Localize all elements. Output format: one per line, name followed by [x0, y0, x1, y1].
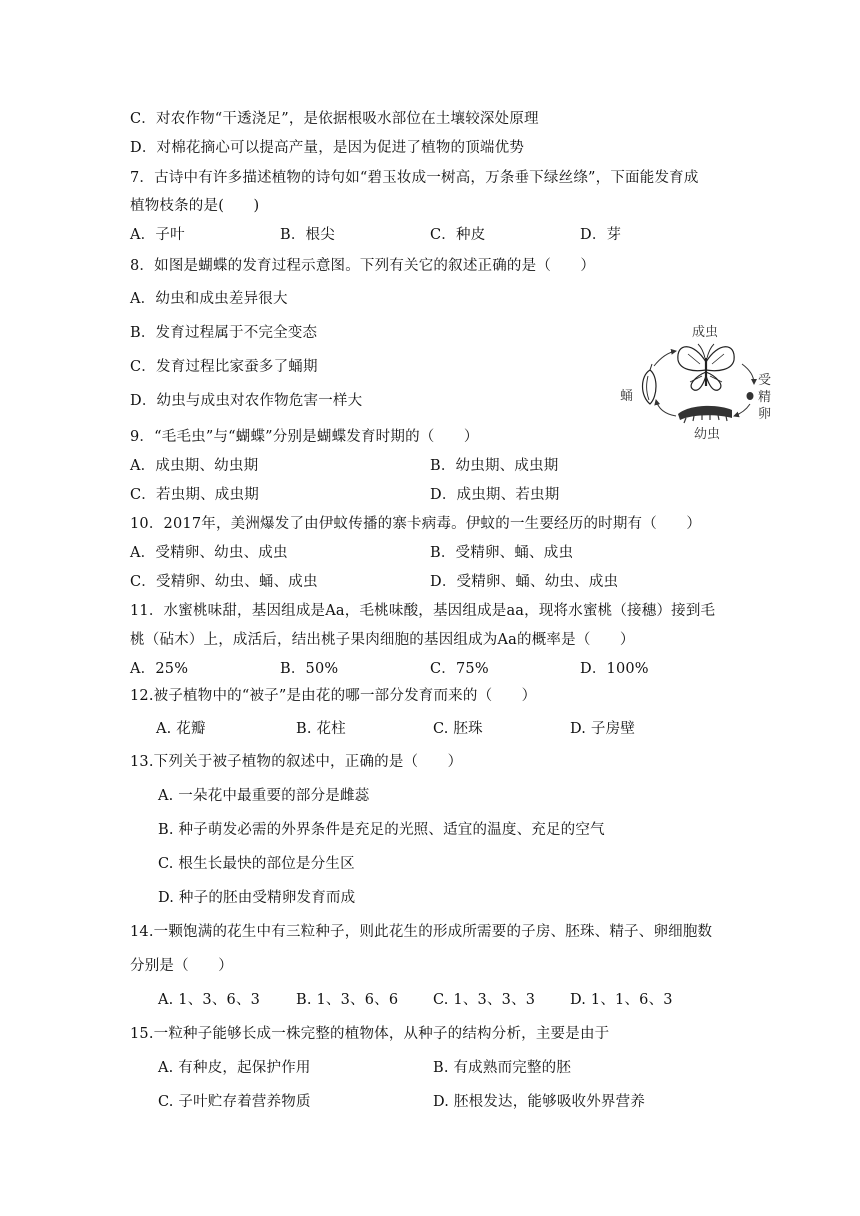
- option-a: A．25%: [130, 661, 189, 677]
- option-c: C．对农作物“干透浇足”，是依据根吸水部位在土壤较深处原理: [130, 111, 539, 127]
- question-stem-continued: 植物枝条的是( ): [130, 198, 260, 214]
- option-c: C. 1、3、3、3: [433, 992, 536, 1008]
- option-d: D. 子房壁: [570, 721, 636, 737]
- option-d: D. 1、1、6、3: [570, 992, 673, 1008]
- option-a: A. 有种皮，起保护作用: [158, 1060, 311, 1076]
- option-c: C．种皮: [430, 227, 486, 243]
- option-c: C. 根生长最快的部位是分生区: [158, 856, 355, 872]
- question-stem-continued: 桃（砧木）上，成活后，结出桃子果肉细胞的基因组成为Aa的概率是（ ）: [130, 632, 635, 648]
- question-stem: 15.一粒种子能够长成一株完整的植物体，从种子的结构分析，主要是由于: [130, 1026, 610, 1042]
- butterfly-life-cycle-figure: [614, 320, 784, 440]
- option-d: D．受精卵、蛹、幼虫、成虫: [430, 574, 619, 590]
- label-egg-1: 受: [758, 373, 772, 388]
- label-egg-2: 精: [758, 390, 772, 405]
- option-a: A. 1、3、6、3: [158, 992, 261, 1008]
- option-c: C．75%: [430, 661, 489, 677]
- question-stem: 9．“毛毛虫”与“蝴蝶”分别是蝴蝶发育时期的（ ）: [130, 429, 479, 445]
- option-b: B．发育过程属于不完全变态: [130, 325, 318, 341]
- option-d: D. 种子的胚由受精卵发育而成: [158, 890, 356, 906]
- option-a: A．受精卵、幼虫、成虫: [130, 545, 288, 561]
- option-b: B. 种子萌发必需的外界条件是充足的光照、适宜的温度、充足的空气: [158, 822, 605, 838]
- option-d: D．芽: [580, 227, 622, 243]
- option-a: A．子叶: [130, 227, 185, 243]
- option-b: B．50%: [280, 661, 339, 677]
- option-d: D．成虫期、若虫期: [430, 487, 560, 503]
- option-b: B. 1、3、6、6: [296, 992, 399, 1008]
- option-b: B．幼虫期、成虫期: [430, 458, 559, 474]
- option-a: A．幼虫和成虫差异很大: [130, 291, 288, 307]
- option-a: A. 一朵花中最重要的部分是雌蕊: [158, 788, 370, 804]
- option-c: C. 胚珠: [433, 721, 483, 737]
- pupa-icon: [643, 364, 657, 404]
- question-stem: 13.下列关于被子植物的叙述中，正确的是（ ）: [130, 754, 463, 770]
- option-c: C．受精卵、幼虫、蛹、成虫: [130, 574, 318, 590]
- option-b: B．根尖: [280, 227, 335, 243]
- option-c: C. 子叶贮存着营养物质: [158, 1094, 311, 1110]
- option-d: D. 胚根发达，能够吸收外界营养: [433, 1094, 646, 1110]
- question-stem: 14.一颗饱满的花生中有三粒种子，则此花生的形成所需要的子房、胚珠、精子、卵细胞数: [130, 924, 713, 940]
- option-b: B. 花柱: [296, 721, 346, 737]
- option-b: B. 有成熟而完整的胚: [433, 1060, 572, 1076]
- option-d: D．对棉花摘心可以提高产量，是因为促进了植物的顶端优势: [130, 140, 525, 156]
- label-egg-3: 卵: [758, 407, 772, 422]
- option-c: C．若虫期、成虫期: [130, 487, 259, 503]
- question-stem-continued: 分别是（ ）: [130, 958, 233, 974]
- egg-icon: [747, 392, 754, 400]
- question-stem: 10．2017年，美洲爆发了由伊蚊传播的寨卡病毒。伊蚊的一生要经历的时期有（ ）: [130, 516, 702, 532]
- option-d: D．100%: [580, 661, 649, 677]
- option-d: D．幼虫与成虫对农作物危害一样大: [130, 393, 363, 409]
- caterpillar-icon: [678, 406, 732, 423]
- option-b: B．受精卵、蛹、成虫: [430, 545, 574, 561]
- option-a: A．成虫期、幼虫期: [130, 458, 259, 474]
- question-stem: 7．古诗中有许多描述植物的诗句如“碧玉妆成一树高，万条垂下绿丝绦”，下面能发育成: [130, 170, 699, 186]
- label-larva: 幼虫: [694, 427, 721, 440]
- butterfly-icon: [678, 344, 734, 390]
- question-stem: 12.被子植物中的“被子”是由花的哪一部分发育而来的（ ）: [130, 688, 537, 704]
- question-stem: 11．水蜜桃味甜，基因组成是Aa，毛桃味酸，基因组成是aa，现将水蜜桃（接穗）接到毛: [130, 603, 716, 619]
- label-adult: 成虫: [692, 325, 719, 340]
- question-stem: 8．如图是蝴蝶的发育过程示意图。下列有关它的叙述正确的是（ ）: [130, 258, 596, 274]
- option-c: C．发育过程比家蚕多了蛹期: [130, 359, 318, 375]
- option-a: A. 花瓣: [156, 721, 206, 737]
- label-pupa: 蛹: [620, 389, 634, 404]
